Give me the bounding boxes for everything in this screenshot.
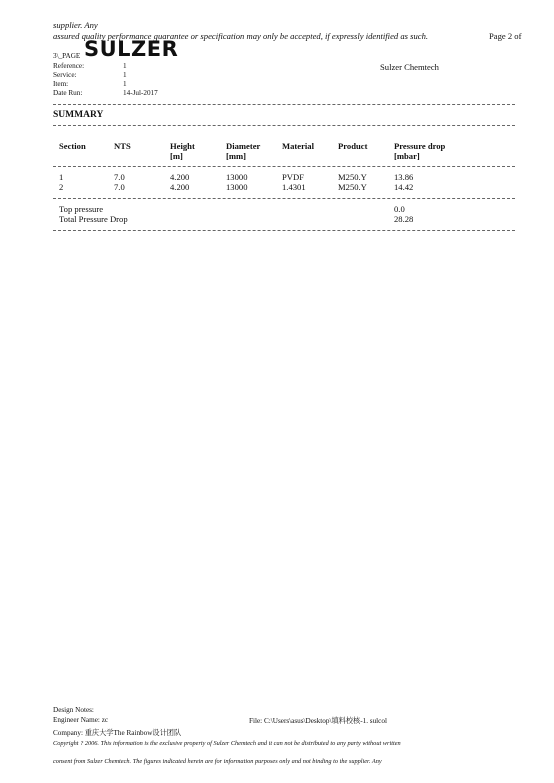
col-header-product: Product	[338, 141, 368, 151]
table-cell: 7.0	[114, 172, 125, 182]
footer-copyright-line2: consent from Sulzer Chemtech. The figures indicated herein are for information purposes only and not binding to the supplier. Any	[53, 758, 382, 765]
info-value-date: 14-Jul-2017	[123, 89, 158, 97]
table-cell: 13000	[226, 172, 248, 182]
page-reference: 3\_PAGE	[53, 52, 81, 60]
divider	[53, 166, 515, 167]
table-cell: PVDF	[282, 172, 304, 182]
divider	[53, 104, 515, 105]
summary-title: SUMMARY	[53, 110, 104, 120]
table-cell: 13000	[226, 182, 248, 192]
col-header-pressure-drop-unit: [mbar]	[394, 151, 420, 161]
table-cell: 2	[59, 182, 64, 192]
info-label-date: Date Run:	[53, 89, 83, 97]
col-header-material: Material	[282, 141, 314, 151]
info-label-reference: Reference:	[53, 62, 85, 70]
footer-engineer: Engineer Name: zc	[53, 716, 109, 724]
info-label-item: Item:	[53, 80, 69, 88]
col-header-pressure-drop: Pressure drop	[394, 141, 446, 151]
info-value-service: 1	[123, 71, 127, 79]
footer-design-notes: Design Notes:	[53, 706, 94, 714]
total-value-top-pressure: 0.0	[394, 204, 405, 214]
table-cell: 4.200	[170, 172, 190, 182]
company-name: Sulzer Chemtech	[380, 62, 439, 72]
col-header-diameter-unit: [mm]	[226, 151, 247, 161]
page-number: Page 2 of	[489, 31, 522, 41]
col-header-nts: NTS	[114, 141, 131, 151]
table-cell: 7.0	[114, 182, 125, 192]
info-value-item: 1	[123, 80, 127, 88]
table-cell: 4.200	[170, 182, 190, 192]
header-disclaimer-line2: assured quality performance guarantee or specification may only be accepted, if expressly identified as such.	[53, 31, 429, 41]
table-cell: M250.Y	[338, 182, 367, 192]
divider	[53, 198, 515, 199]
table-cell: 14.42	[394, 182, 414, 192]
col-header-height-unit: [m]	[170, 151, 183, 161]
total-label-pressure-drop: Total Pressure Drop	[59, 214, 128, 224]
info-label-service: Service:	[53, 71, 77, 79]
table-cell: 1.4301	[282, 182, 306, 192]
footer-copyright-line1: Copyright ? 2006. This information is the exclusive property of Sulzer Chemtech and it can not be distributed to any party without written	[53, 740, 401, 747]
footer-file-path: File: C:\Users\asus\Desktop\填料校核-1. sulcol	[249, 717, 387, 725]
divider	[53, 125, 515, 126]
header-disclaimer-line1: supplier. Any	[53, 20, 98, 30]
footer-company: Company: 重庆大学The Rainbow设计团队	[53, 729, 182, 737]
sulzer-logo: SULZER	[84, 37, 179, 61]
table-cell: M250.Y	[338, 172, 367, 182]
table-cell: 13.86	[394, 172, 414, 182]
info-value-reference: 1	[123, 62, 127, 70]
total-value-pressure-drop: 28.28	[394, 214, 414, 224]
col-header-section: Section	[59, 141, 86, 151]
col-header-height: Height	[170, 141, 195, 151]
col-header-diameter: Diameter	[226, 141, 261, 151]
total-label-top-pressure: Top pressure	[59, 204, 104, 214]
divider	[53, 230, 515, 231]
table-cell: 1	[59, 172, 64, 182]
